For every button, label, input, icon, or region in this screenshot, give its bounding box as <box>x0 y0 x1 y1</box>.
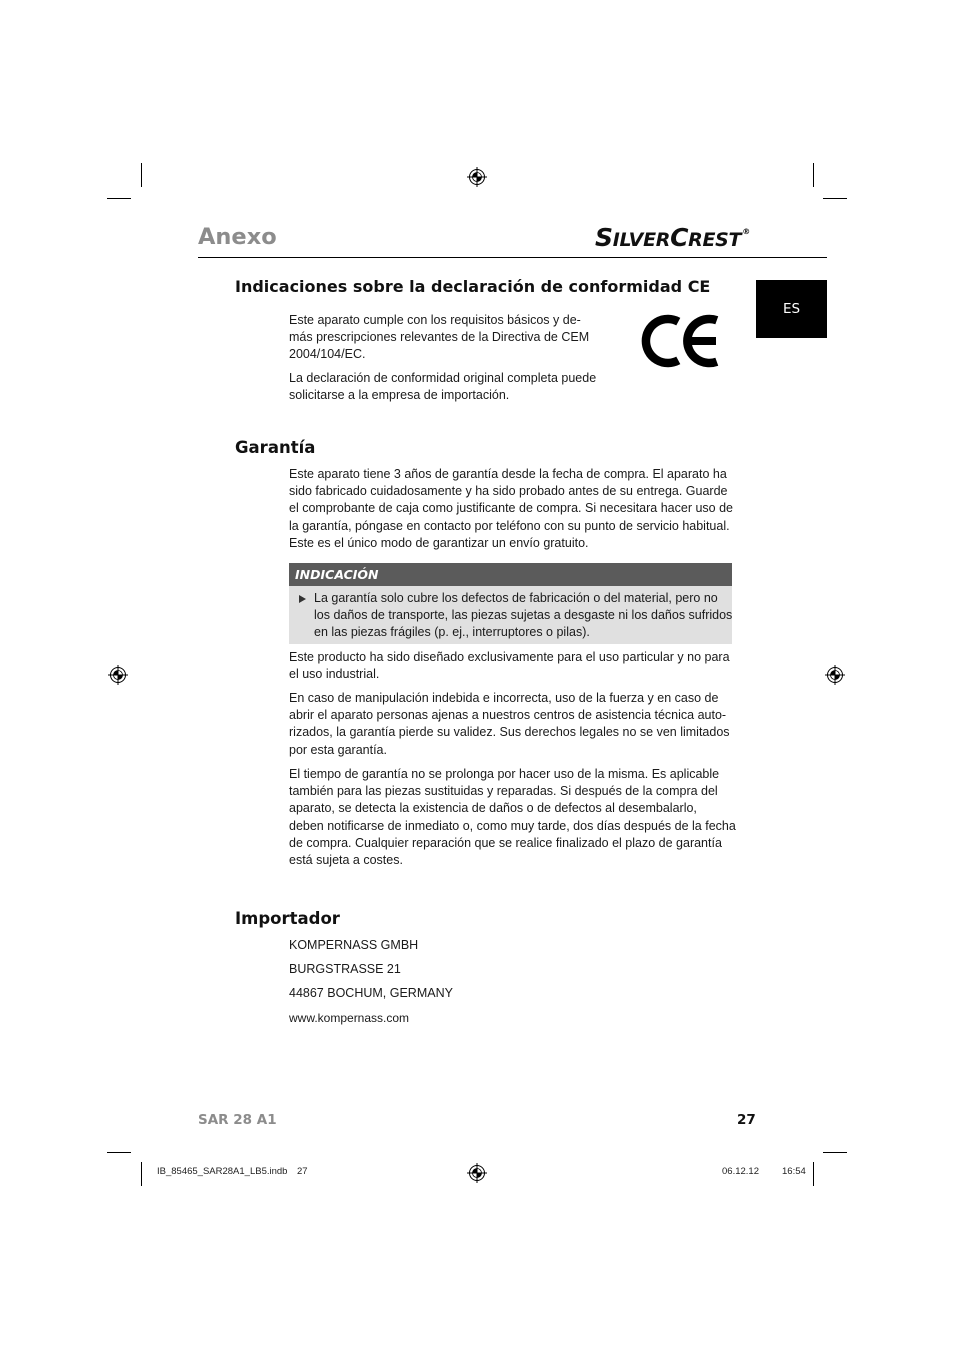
crop-mark <box>141 163 142 187</box>
text-line: aparato, se detecta la existencia de daños o de defectos al desembalarlo, <box>289 801 697 816</box>
text-line: Este es el único modo de garantizar un envío gratuito. <box>289 535 589 550</box>
text-line: deben notificarse de inmediato o, como muy tarde, dos días después de la fecha <box>289 818 736 833</box>
text-line: está sujeta a costes. <box>289 853 403 868</box>
footer-model: SAR 28 A1 <box>198 1112 277 1128</box>
warranty-paragraph <box>289 766 736 869</box>
text-line: más prescripciones relevantes de la Directiva de CEM <box>289 330 590 345</box>
note-header <box>289 563 732 586</box>
importer-street: BURGSTRASSE 21 <box>289 962 401 976</box>
slug-file: IB_85465_SAR28A1_LB5.indb <box>157 1166 288 1177</box>
crop-mark <box>813 1162 814 1186</box>
warranty-paragraph <box>289 690 730 759</box>
text-line: también para las piezas sustituidas y reparadas. Si después de la compra del <box>289 784 718 799</box>
crop-mark <box>141 1162 142 1186</box>
section-heading-warranty: Garantía <box>235 438 316 457</box>
registration-mark-icon <box>467 167 487 187</box>
ce-mark-icon <box>641 313 721 369</box>
ce-paragraph <box>289 370 596 404</box>
crop-mark <box>823 198 847 199</box>
header-rule <box>198 257 827 258</box>
text-line: de compra. Cualquier reparación que se realice finalizado el plazo de garantía <box>289 835 722 850</box>
crop-mark <box>813 163 814 187</box>
text-line: La declaración de conformidad original completa puede <box>289 371 597 385</box>
warranty-intro <box>289 466 733 552</box>
text-line: solicitarse a la empresa de importación. <box>289 388 510 403</box>
language-tab <box>756 280 827 338</box>
slug-time: 16:54 <box>782 1166 806 1177</box>
importer-company: KOMPERNASS GMBH <box>289 938 419 952</box>
note-title: INDICACIÓN <box>295 567 379 582</box>
section-heading-importer: Importador <box>235 909 340 928</box>
note-text <box>314 590 732 642</box>
text-line: Este aparato tiene 3 años de garantía desde la fecha de compra. El aparato ha <box>289 467 727 481</box>
triangle-right-icon <box>299 595 306 603</box>
text-line: rizados, la garantía pierde su validez. Sus derechos legales no se ven limitados <box>289 725 730 740</box>
ce-paragraph <box>289 312 589 364</box>
page-number: 27 <box>737 1112 756 1128</box>
logo-text: REST <box>688 229 742 251</box>
language-tab-label: ES <box>782 301 801 317</box>
crop-mark <box>823 1152 847 1153</box>
text-line: 2004/104/EC. <box>289 347 366 362</box>
text-line: Este producto ha sido diseñado exclusivamente para el uso particular y no para <box>289 650 730 664</box>
text-line: por esta garantía. <box>289 742 387 757</box>
importer-website-link[interactable]: www.kompernass.com <box>289 1011 410 1025</box>
slug-page: 27 <box>297 1166 308 1177</box>
text-line: El tiempo de garantía no se prolonga por hacer uso de la misma. Es aplicable <box>289 767 720 781</box>
text-line: el uso industrial. <box>289 667 380 682</box>
logo-text: ILVER <box>612 229 671 251</box>
slug-date: 06.12.12 <box>722 1166 759 1177</box>
text-line: Este aparato cumple con los requisitos básicos y de- <box>289 313 581 327</box>
text-line: La garantía solo cubre los defectos de fabricación o del material, pero no <box>314 591 718 605</box>
text-line: En caso de manipulación indebida e incorrecta, uso de la fuerza y en caso de <box>289 691 719 705</box>
registration-mark-icon <box>108 665 128 685</box>
registration-mark-icon <box>825 665 845 685</box>
registered-mark: ® <box>742 227 750 236</box>
logo-initial: S <box>595 223 613 252</box>
text-line: el comprobante de caja como justificante de compra. Si necesitara hacer uso de <box>289 501 733 516</box>
warranty-paragraph <box>289 649 730 683</box>
crop-mark <box>107 1152 131 1153</box>
text-line: sido fabricado cuidadosamente y ha sido probado antes de su entrega. Guarde <box>289 484 728 499</box>
silvercrest-logo <box>595 225 750 250</box>
text-line: la garantía, póngase en contacto por teléfono con su punto de servicio habitual. <box>289 518 730 533</box>
section-heading-ce: Indicaciones sobre la declaración de conformidad CE <box>235 277 711 296</box>
text-line: en las piezas frágiles (p. ej., interruptores o pilas). <box>314 625 590 640</box>
page-title: Anexo <box>198 224 277 250</box>
text-line: los daños de transporte, las piezas sujetas a desgaste ni los daños sufridos <box>314 608 733 623</box>
text-line: abrir el aparato personas ajenas a nuestros centros de asistencia técnica auto- <box>289 708 727 723</box>
note-body <box>289 586 732 644</box>
importer-city: 44867 BOCHUM, GERMANY <box>289 986 453 1000</box>
registration-mark-icon <box>467 1163 487 1183</box>
crop-mark <box>107 198 131 199</box>
logo-initial: C <box>670 223 689 252</box>
